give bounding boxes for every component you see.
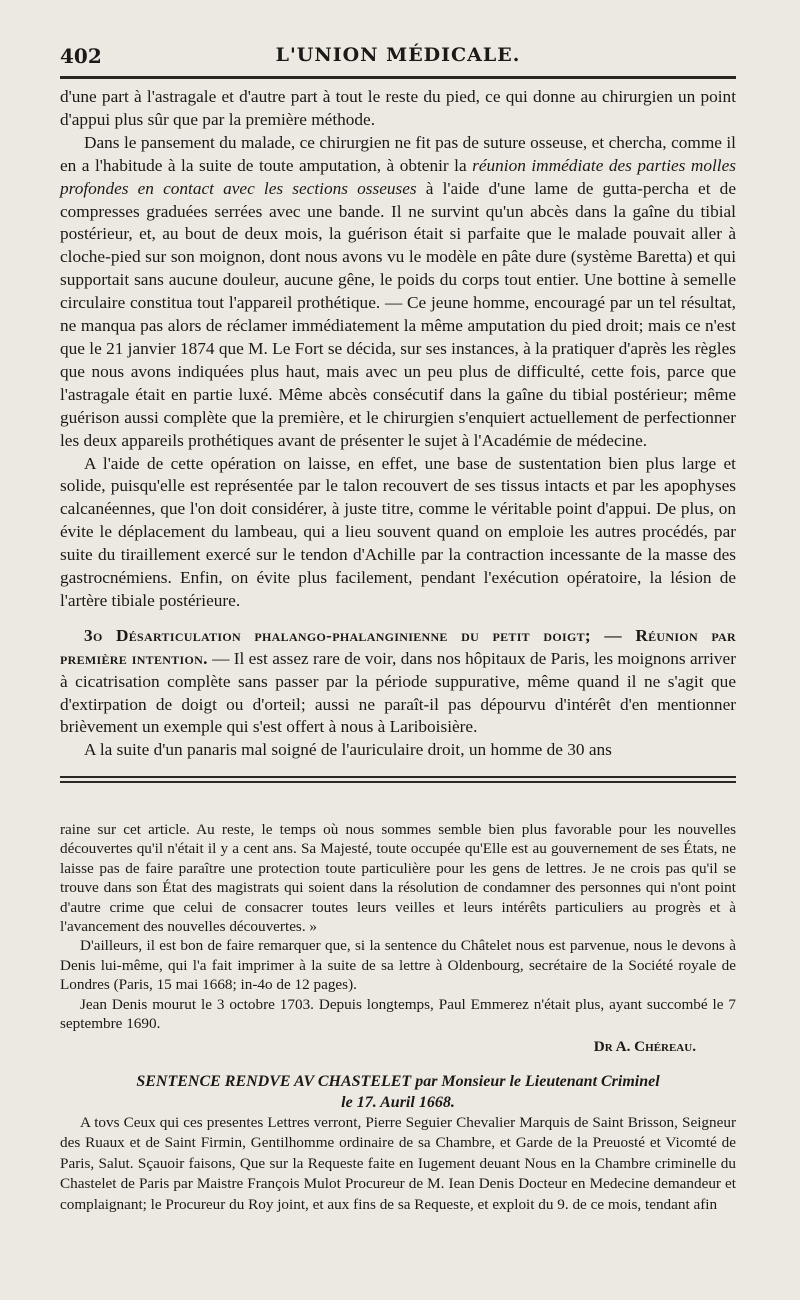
paragraph: A la suite d'un panaris mal soigné de l'auriculaire droit, un homme de 30 ans	[84, 740, 612, 760]
note-paragraph: D'ailleurs, il est bon de faire remarquer que, si la sentence du Châtelet nous est parvenue, nous le devons à Denis lui-même, qui l'a fait imprimer à la suite de sa lettre à Oldenbourg, secrétaire de la Société royale de Londres (Paris, 15 mai 1668; in-4o de 12 pages).	[60, 937, 736, 994]
text-run: Dans le pansement du malade, ce chirurgien ne fit pas de suture osseuse, et chercha, comme il en a l'habitude à la suite de toute amputation, à obtenir la	[60, 132, 736, 175]
signature: Dr A. Chéreau.	[593, 1038, 696, 1056]
sentence-title-line: le 17. Auril 1668.	[341, 1093, 455, 1111]
footnotes	[60, 820, 736, 1215]
text-run: — Il est assez rare de voir, dans nos hôpitaux de Paris, les moignons arriver à cicatrisation complète sans passer par la période suppurative, même quand il ne s'agit que d'extirpation de doigt ou d'orteil; aussi ne paraît-il pas dépourvu d'intérêt d'en mentionner brièvement un exemple qui s'est offert à nous à Lariboisière.	[60, 648, 736, 737]
paragraph: A l'aide de cette opération on laisse, en effet, une base de sustentation bien plus large et solide, puisqu'elle est représentée par le talon recouvert de ses tissus intacts et par les apophyses calcanéennes, que l'on doit considérer, à juste titre, comme le véritable point d'appui. De plus, on évite le déplacement du lambeau, qui a lieu souvent quand on emploie les autres procédés, par suite du tiraillement exercé sur le tendon d'Achille par la contraction incessante de la masse des gastrocnémiens. Enfin, on évite plus facilement, pendant l'exécution opératoire, la lésion de l'artère tibiale postérieure.	[60, 453, 736, 610]
section-paragraph	[60, 625, 736, 740]
section-heading: 3o Désarticulation phalango-phalanginienne du petit doigt; — Réunion par première intention.	[60, 625, 736, 668]
footnote-separator	[60, 776, 736, 786]
sentence-title-line: SENTENCE RENDVE AV CHASTELET par Monsieur le Lieutenant Criminel	[136, 1072, 660, 1090]
sentence-body: A tovs Ceux qui ces presentes Lettres verront, Pierre Seguier Chevalier Marquis de Saint Brisson, Seigneur des Ruaux et de Saint Firmin, Gentilhomme ordinaire de sa Chambre, et Garde de la Preuosté et Vicomté de Paris, Salut. Sçauoir faisons, Que sur la Requeste faite en Iugement deuant Nous en la Chambre criminelle du Chastelet de Paris par Maistre François Mulot Procureur de M. Iean Denis Docteur en Medecine demandeur et complaignant; le Procureur du Roy joint, et aux fins de sa Requeste, et exploit du 9. de ce mois, tendant afin	[60, 1113, 736, 1213]
note-paragraph: raine sur cet article. Au reste, le temps où nous sommes semble bien plus favorable pour les nouvelles découvertes qu'il n'était il y a cent ans. Sa Majesté, toute occupée qu'Elle est au gouvernement de ses États, ne laisse pas de faire paraître une protection toute particulière pour les gens de lettres. Je ne crois pas qu'il se trouve dans son État des magistrats qui soient dans la résolution de condamner des personnes qui n'ont point d'autre crime que celui de consacrer toutes leurs veilles et leurs intérêts particuliers au progrès et à l'avancement des nouvelles découvertes. »	[60, 821, 736, 936]
page-number: 402	[60, 44, 102, 68]
running-title: L'UNION MÉDICALE.	[275, 44, 521, 66]
paragraph	[60, 132, 736, 453]
note-paragraph: Jean Denis mourut le 3 octobre 1703. Depuis longtemps, Paul Emmerez n'était plus, ayant succombé le 7 septembre 1690.	[60, 995, 736, 1033]
main-text	[60, 86, 736, 762]
page-header	[60, 44, 736, 74]
sentence-title	[60, 1071, 736, 1113]
paragraph: d'une part à l'astragale et d'autre part à tout le reste du pied, ce qui donne au chirurgien un point d'appui plus sûr que par la première méthode.	[60, 87, 736, 129]
text-run: à l'aide d'une lame de gutta-percha et de compresses graduées serrées avec une bande. Il ne survint qu'un abcès dans la gaîne du tibial postérieur, et, au bout de deux mois, la guérison était si parfaite que le malade pouvait aller à cloche-pied sur son moignon, dont nous avons vu le modèle en pâte dure (système Baretta) et qui supportait sans aucune douleur, aucune gêne, le poids du corps tout entier. Une bottine à semelle circulaire constitua tout l'appareil prothétique. — Ce jeune homme, encouragé par un tel résultat, ne manqua pas alors de réclamer immédiatement la même amputation du pied droit; mais ce n'est que le 21 janvier 1874 que M. Le Fort se décida, sur ses instances, à la pratiquer d'après les règles que nous avons indiquées plus haut, mais avec un peu plus de difficulté, cette fois, parce que l'astragale était en partie luxé. Même abcès consécutif dans la gaîne du tibial postérieur; même guérison aussi complète que la première, et le chirurgien s'enquiert actuellement de perfectionner les deux appareils prothétiques avant de présenter le sujet à l'Académie de médecine.	[60, 178, 736, 450]
header-rule	[60, 76, 736, 79]
italic-run: réunion immédiate des parties molles profondes en contact avec les sections osseuses	[60, 155, 736, 198]
